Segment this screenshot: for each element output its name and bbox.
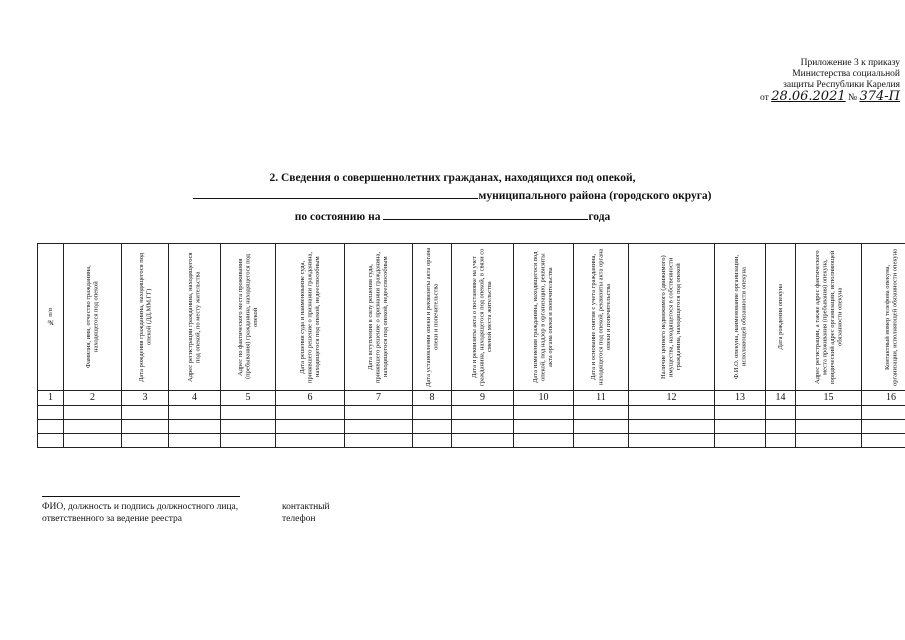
number-prefix: № xyxy=(848,93,858,103)
column-number: 2 xyxy=(64,391,122,406)
header-cell xyxy=(629,244,715,391)
phone-caption-line-2: телефон xyxy=(282,514,316,524)
header-cell xyxy=(514,244,574,391)
header-text: Дата и реквизиты акта о постановке на учет гражданина, находящегося под опекой, в связи со сменой места жительства xyxy=(471,248,494,386)
as-of-line xyxy=(0,209,905,223)
header-text: Адрес по фактического места проживания (пребывания) гражданина, находящегося под опекой xyxy=(236,254,259,380)
header-text: Дата решения суда и наименование суда, принявшего решение о признании гражданина, находящегося под опекой, недееспособным xyxy=(298,251,321,383)
signature-caption-line-2: ответственного за ведение реестра xyxy=(42,514,182,524)
appendix-line-2: Министерства социальной xyxy=(792,69,900,79)
header-cell xyxy=(452,244,514,391)
header-cell xyxy=(574,244,629,391)
header-cell xyxy=(766,244,796,391)
header-cell xyxy=(796,244,862,391)
column-number: 10 xyxy=(514,391,574,406)
as-of-label: по состоянию на xyxy=(294,211,381,223)
column-number: 8 xyxy=(413,391,452,406)
column-number: 9 xyxy=(452,391,514,406)
header-text: Дата изменения гражданина, находящегося под опекой, под надзор в организацию, реквизиты акта органа опеки и попечительства xyxy=(532,251,555,383)
column-number: 3 xyxy=(122,391,169,406)
header-text: Наличие ценного недвижимого (движимого) имущества, находящегося в собственности гражданина, находящегося под опекой xyxy=(660,255,683,379)
column-number: 7 xyxy=(345,391,413,406)
header-cell xyxy=(122,244,169,391)
header-text: Дата рождения гражданина, находящегося под опекой (ДД.ММ.ГГ) xyxy=(137,252,152,382)
handwritten-number: 374-П xyxy=(859,89,900,104)
column-number: 4 xyxy=(169,391,221,406)
phone-caption-line-1: контактный xyxy=(282,502,330,512)
appendix-date-line xyxy=(735,91,900,104)
appendix-line-3: защиты Республики Карелия xyxy=(783,80,900,90)
column-number: 13 xyxy=(715,391,766,406)
empty-row xyxy=(38,420,905,434)
signature-caption xyxy=(42,501,238,525)
district-line xyxy=(0,188,905,202)
column-number: 11 xyxy=(574,391,629,406)
date-prefix: от xyxy=(760,93,769,103)
header-cell xyxy=(169,244,221,391)
header-row xyxy=(38,244,905,391)
column-number: 16 xyxy=(862,391,905,406)
signature-caption-line-1: ФИО, должность и подпись должностного лица, xyxy=(42,502,239,512)
handwritten-date: 28.06.2021 xyxy=(771,89,846,104)
year-label: года xyxy=(588,211,611,223)
header-cell xyxy=(276,244,345,391)
column-number: 15 xyxy=(796,391,862,406)
column-number: 5 xyxy=(221,391,276,406)
empty-row xyxy=(38,406,905,420)
district-blank xyxy=(193,188,478,199)
district-label: муниципального района (городского округа) xyxy=(478,190,712,202)
header-text: Дата установления опеки и реквизиты акта органа опеки и попечительства xyxy=(424,247,439,387)
header-text: Фамилия, имя, отчество гражданина, находящегося под опекой xyxy=(85,265,100,369)
header-cell xyxy=(221,244,276,391)
header-text: Адрес регистрации гражданина, находящегося под опекой, по месту жительства xyxy=(187,252,202,382)
header-cell xyxy=(715,244,766,391)
section-title: 2. Сведения о совершеннолетних гражданах, находящихся под опекой, xyxy=(269,172,636,184)
phone-caption xyxy=(282,501,330,525)
column-number: 12 xyxy=(629,391,715,406)
date-blank xyxy=(383,209,588,220)
empty-row xyxy=(38,434,905,448)
header-cell xyxy=(38,244,64,391)
appendix-block xyxy=(735,58,900,104)
column-number: 14 xyxy=(766,391,796,406)
header-cell xyxy=(862,244,905,391)
registry-table xyxy=(37,243,905,448)
header-cell xyxy=(413,244,452,391)
column-number: 1 xyxy=(38,391,64,406)
header-text: Дата и основание снятия с учета гражданина, находящегося под опекой, реквизиты акта органа опеки и попечительства xyxy=(589,248,612,386)
appendix-line-1: Приложение 3 к приказу xyxy=(800,58,900,68)
header-text: Дата рождения опекуна xyxy=(776,284,784,350)
header-text: № п/п xyxy=(46,308,54,326)
column-number-row xyxy=(38,391,905,406)
signature-line xyxy=(42,496,240,497)
header-text: Адрес регистрации, а также адрес фактического места проживания (пребывания) опекуна, юридический адрес организации, исполняющей обязанности опекуна xyxy=(813,250,843,384)
header-text: Ф.И.О. опекуна, наименование организации, исполняющей обязанности опекуна xyxy=(732,255,747,379)
header-text: Контактный номер телефона опекуна, организации, исполняющей обязанности опекуна xyxy=(883,248,898,386)
header-cell xyxy=(64,244,122,391)
header-text: Дата вступления в силу решения суда, принявшего решение о признании гражданина, находящегося под опекой, недееспособным xyxy=(367,251,390,383)
header-cell xyxy=(345,244,413,391)
column-number: 6 xyxy=(276,391,345,406)
